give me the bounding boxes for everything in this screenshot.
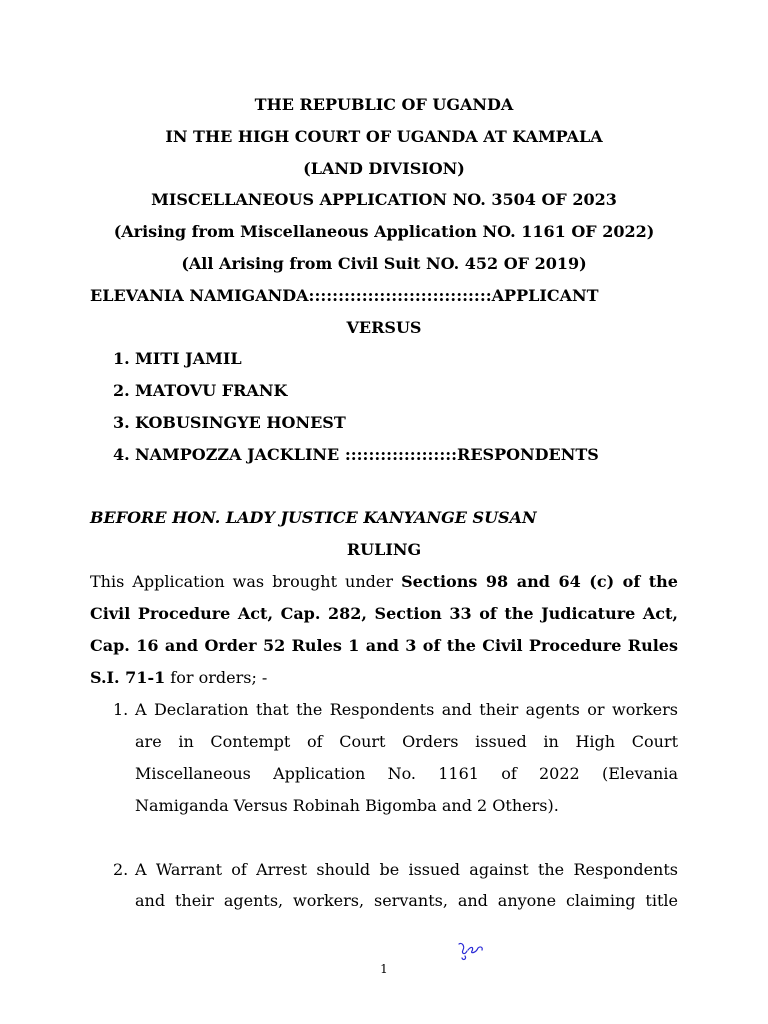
heading-court: IN THE HIGH COURT OF UGANDA AT KAMPALA <box>165 127 603 146</box>
respondent-item <box>113 413 346 432</box>
respondent-name: MATOVU FRANK <box>135 381 288 400</box>
intro-line-3: Cap. 16 and Order 52 Rules 1 and 3 of the Civil Procedure Rules <box>90 636 678 655</box>
respondent-name: MITI JAMIL <box>135 349 242 368</box>
coram-line: BEFORE HON. LADY JUSTICE KANYANGE SUSAN <box>90 508 537 527</box>
intro-statute: Sections 98 and 64 (c) of the <box>401 572 678 591</box>
respondent-number: 3. <box>113 413 130 432</box>
heading-republic: THE REPUBLIC OF UGANDA <box>254 95 514 114</box>
respondent-number: 1. <box>113 349 130 368</box>
intro-text: for orders; - <box>165 668 268 687</box>
ruling-title: RULING <box>346 540 422 559</box>
order-text-line: are in Contempt of Court Orders issued in High Court <box>135 732 678 751</box>
intro-line-2: Civil Procedure Act, Cap. 282, Section 33 of the Judicature Act, <box>90 604 678 623</box>
respondent-item <box>113 445 599 464</box>
order-text-line: and their agents, workers, servants, and anyone claiming title <box>135 891 678 910</box>
page-number: 1 <box>380 962 388 976</box>
order-text-line: A Declaration that the Respondents and their agents or workers <box>135 700 678 719</box>
heading-application-no: MISCELLANEOUS APPLICATION NO. 3504 OF 2023 <box>151 190 617 209</box>
order-number: 1. <box>113 700 129 719</box>
intro-statute: S.I. 71-1 <box>90 668 166 687</box>
order-text-line: Miscellaneous Application No. 1161 of 2022 (Elevania <box>135 764 678 783</box>
intro-line-4 <box>90 668 678 687</box>
intro-text: This Application was brought under <box>90 572 402 591</box>
order-text-line: Namiganda Versus Robinah Bigomba and 2 Others). <box>135 796 559 815</box>
respondent-number: 2. <box>113 381 130 400</box>
respondent-item <box>113 381 287 400</box>
signature-initials <box>456 938 486 962</box>
versus-label: VERSUS <box>346 318 422 337</box>
intro-line-1 <box>90 572 678 591</box>
respondent-name: KOBUSINGYE HONEST <box>135 413 346 432</box>
heading-division: (LAND DIVISION) <box>303 159 465 178</box>
order-text-line: A Warrant of Arrest should be issued against the Respondents <box>135 860 678 879</box>
respondent-item <box>113 349 242 368</box>
respondent-name: NAMPOZZA JACKLINE :::::::::::::::::::RESPONDENTS <box>135 445 599 464</box>
order-number: 2. <box>113 860 129 879</box>
applicant-line: ELEVANIA NAMIGANDA:::::::::::::::::::::::::::::::APPLICANT <box>90 286 599 305</box>
heading-all-arising-from: (All Arising from Civil Suit NO. 452 OF 2019) <box>181 254 587 273</box>
respondent-number: 4. <box>113 445 130 464</box>
heading-arising-from: (Arising from Miscellaneous Application NO. 1161 OF 2022) <box>113 222 655 241</box>
